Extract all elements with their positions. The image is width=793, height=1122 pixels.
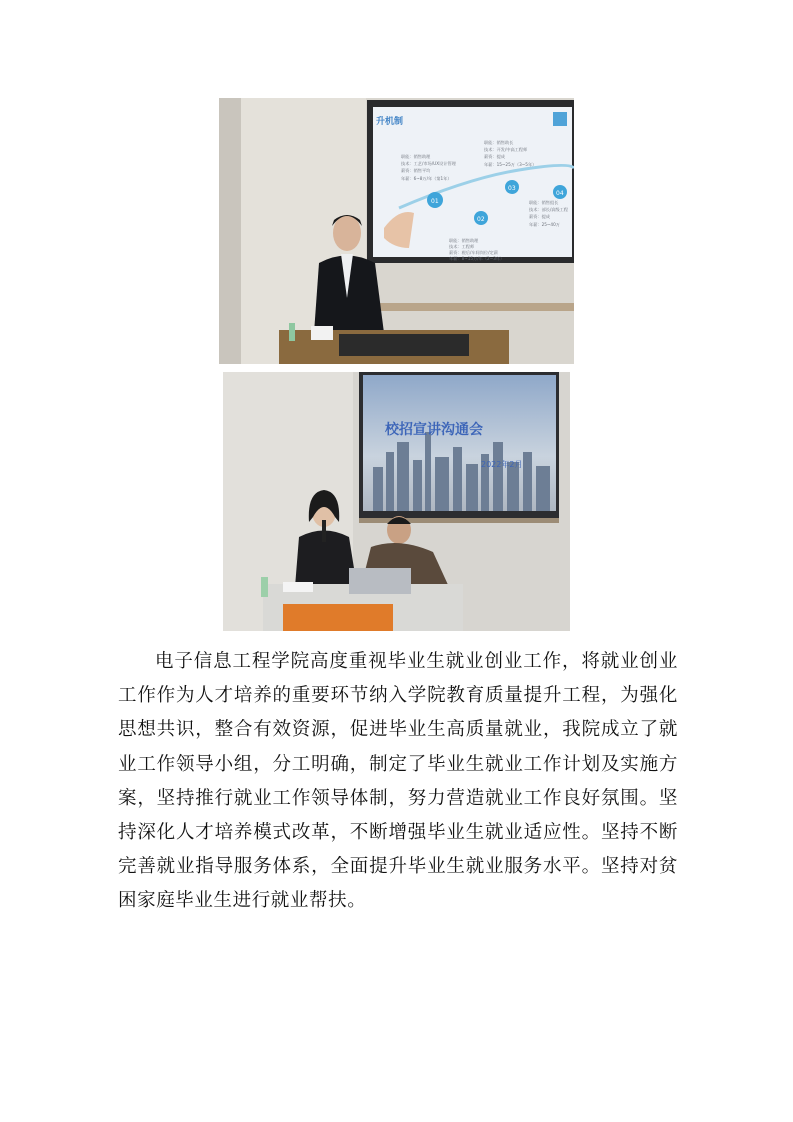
photo-briefing: [223, 372, 570, 631]
step-label-3: 03: [508, 185, 516, 192]
svg-text:技术：工艺/市场/UX设计管理: 技术：工艺/市场/UX设计管理: [401, 161, 456, 166]
svg-text:技术：工程师: 技术：工程师: [449, 244, 475, 249]
microphone: [322, 520, 326, 542]
slide-date: 2022年2月: [481, 460, 523, 469]
svg-text:薪资：提成: 薪资：提成: [529, 214, 550, 219]
svg-text:年薪：8~15万/年（2~3年）: 年薪：8~15万/年（2~3年）: [449, 256, 505, 261]
laptop: [349, 568, 411, 594]
slide-title: 升机制: [376, 117, 404, 127]
svg-text:技术：开发/中高工程师: 技术：开发/中高工程师: [484, 147, 528, 152]
chalk-ledge: [367, 303, 574, 311]
slide-logo: [553, 112, 567, 126]
svg-text:职能：销售助长: 职能：销售助长: [484, 140, 514, 145]
step-label-4: 04: [556, 190, 564, 197]
svg-text:职能：销售组长: 职能：销售组长: [529, 200, 559, 205]
step-label-2: 02: [477, 216, 485, 223]
slide-title: 校招宣讲沟通会: [385, 422, 483, 438]
svg-text:职能：销售助理: 职能：销售助理: [401, 154, 431, 159]
photo-presenter: [219, 98, 574, 364]
svg-text:年薪：15~25万（3~5年）: 年薪：15~25万（3~5年）: [484, 162, 537, 167]
podium-papers: [283, 582, 313, 592]
water-bottle: [261, 577, 268, 597]
svg-text:技术：部长/高级工程: 技术：部长/高级工程: [529, 207, 569, 212]
svg-text:年薪：25~40万: 年薪：25~40万: [529, 222, 560, 227]
body-paragraph: 电子信息工程学院高度重视毕业生就业创业工作，将就业创业工作作为人才培养的重要环节纳入学院教育质量提升工程，为强化思想共识，整合有效资源，促进毕业生高质量就业，我院成立了就业工作领导小组，分工明确，制定了毕业生就业工作计划及实施方案，坚持推行就业工作领导体制，努力营造就业工作良好氛围。坚持深化人才培养模式改革，不断增强毕业生就业适应性。坚持不断完善就业指导服务体系，全面提升毕业生就业服务水平。坚持对贫困家庭毕业生进行就业帮扶。: [118, 651, 678, 912]
photo-presenter-scene: [219, 98, 574, 364]
svg-text:年薪：6~8万/年（第1年）: 年薪：6~8万/年（第1年）: [401, 176, 452, 181]
podium-papers: [311, 326, 333, 340]
svg-text:薪资：税后/车间岗位/定薪: 薪资：税后/车间岗位/定薪: [449, 250, 498, 255]
wall-edge: [219, 98, 241, 364]
photo-briefing-scene: [223, 372, 570, 631]
water-bottle: [289, 323, 295, 341]
svg-text:薪资：提成: 薪资：提成: [484, 154, 505, 159]
svg-text:薪资：销售平均: 薪资：销售平均: [401, 168, 431, 173]
step-label-1: 01: [431, 198, 439, 205]
podium-monitor: [339, 334, 469, 356]
podium-front-panel: [283, 604, 393, 631]
svg-text:职能：销售助理: 职能：销售助理: [449, 238, 479, 243]
presenter-face: [333, 215, 361, 251]
